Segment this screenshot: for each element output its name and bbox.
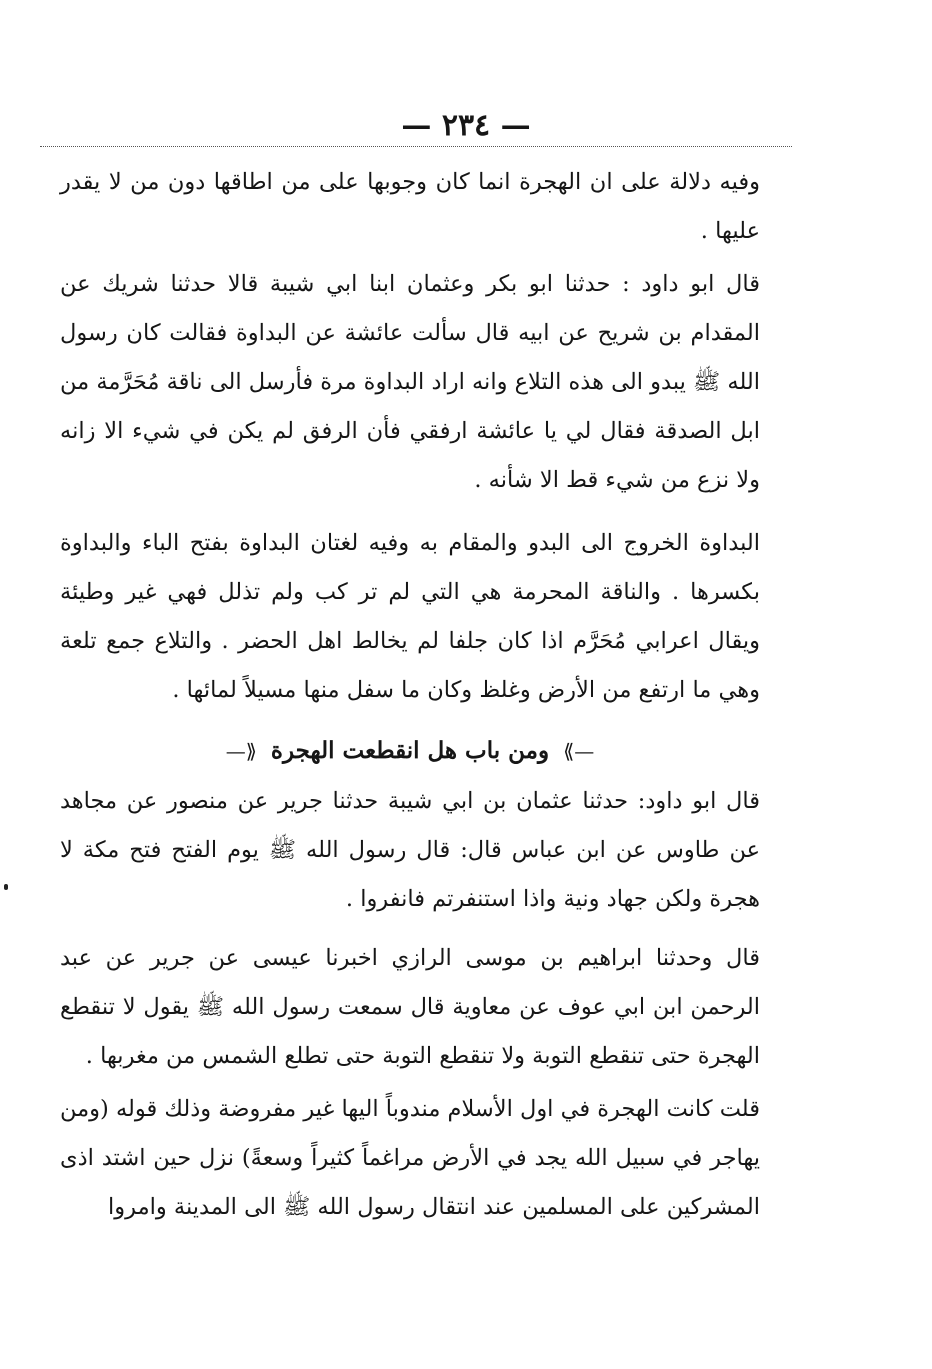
body-text <box>60 158 760 1232</box>
heading-ornament-right: —⟫ <box>563 739 595 763</box>
paragraph-6: قلت كانت الهجرة في اول الأسلام مندوباً اليها غير مفروضة وذلك قوله (ومن يهاجر في سبيل الله يجد في الأرض مراغماً كثيراً وسعةً) نزل حين اشتد اذى المشركين على المسلمين عند انتقال رسول الله ﷺ الى المدينة وامروا <box>60 1096 760 1220</box>
paragraph-3: البداوة الخروج الى البدو والمقام به وفيه لغتان البداوة بفتح الباء والبداوة بكسرها . والناقة المحرمة هي التي لم تر كب ولم تذلل فهي غير وطيئة ويقال اعرابي مُحَرَّم اذا كان جلفا لم يخالط اهل الحضر . والتلاع جمع تلعة وهي ما ارتفع من الأرض وغلظ وكان ما سفل منها مسيلاً لمائها . <box>60 530 760 703</box>
heading-ornament-left: ⟪— <box>225 739 257 763</box>
section-heading <box>60 731 760 771</box>
paragraph-1: وفيه دلالة على ان الهجرة انما كان وجوبها على من اطاقها دون من لا يقدر عليها . <box>60 169 760 244</box>
paragraph-4: قال ابو داود: حدثنا عثمان بن ابي شيبة حدثنا جرير عن منصور عن مجاهد عن طاوس عن ابن عباس قال: قال رسول الله ﷺ يوم الفتح فتح مكة لا هجرة ولكن جهاد ونية واذا استنفرتم فانفروا . <box>60 788 760 912</box>
header-rule <box>40 146 792 147</box>
margin-mark <box>4 884 8 890</box>
paragraph-2: قال ابو داود : حدثنا ابو بكر وعثمان ابنا ابي شيبة قالا حدثنا شريك عن المقدام بن شريح عن ابيه قال سألت عائشة عن البداوة فقالت كان رسول الله ﷺ يبدو الى هذه التلاع وانه اراد البداوة مرة فأرسل الى ناقة مُحَرَّمة من ابل الصدقة فقال لي يا عائشة ارفقي فأن الرفق لم يكن في شيء الا زانه ولا نزع من شيء قط الا شأنه . <box>60 271 760 493</box>
section-heading-text: ومن باب هل انقطعت الهجرة <box>270 737 550 764</box>
paragraph-5: قال وحدثنا ابراهيم بن موسى الرازي اخبرنا عيسى عن جرير عن عبد الرحمن ابن ابي عوف عن معاوية قال سمعت رسول الله ﷺ يقول لا تنقطع الهجرة حتى تنقطع التوبة ولا تنقطع التوبة حتى تطلع الشمس من مغربها . <box>60 945 760 1069</box>
page-number: — ٢٣٤ — <box>401 108 531 143</box>
